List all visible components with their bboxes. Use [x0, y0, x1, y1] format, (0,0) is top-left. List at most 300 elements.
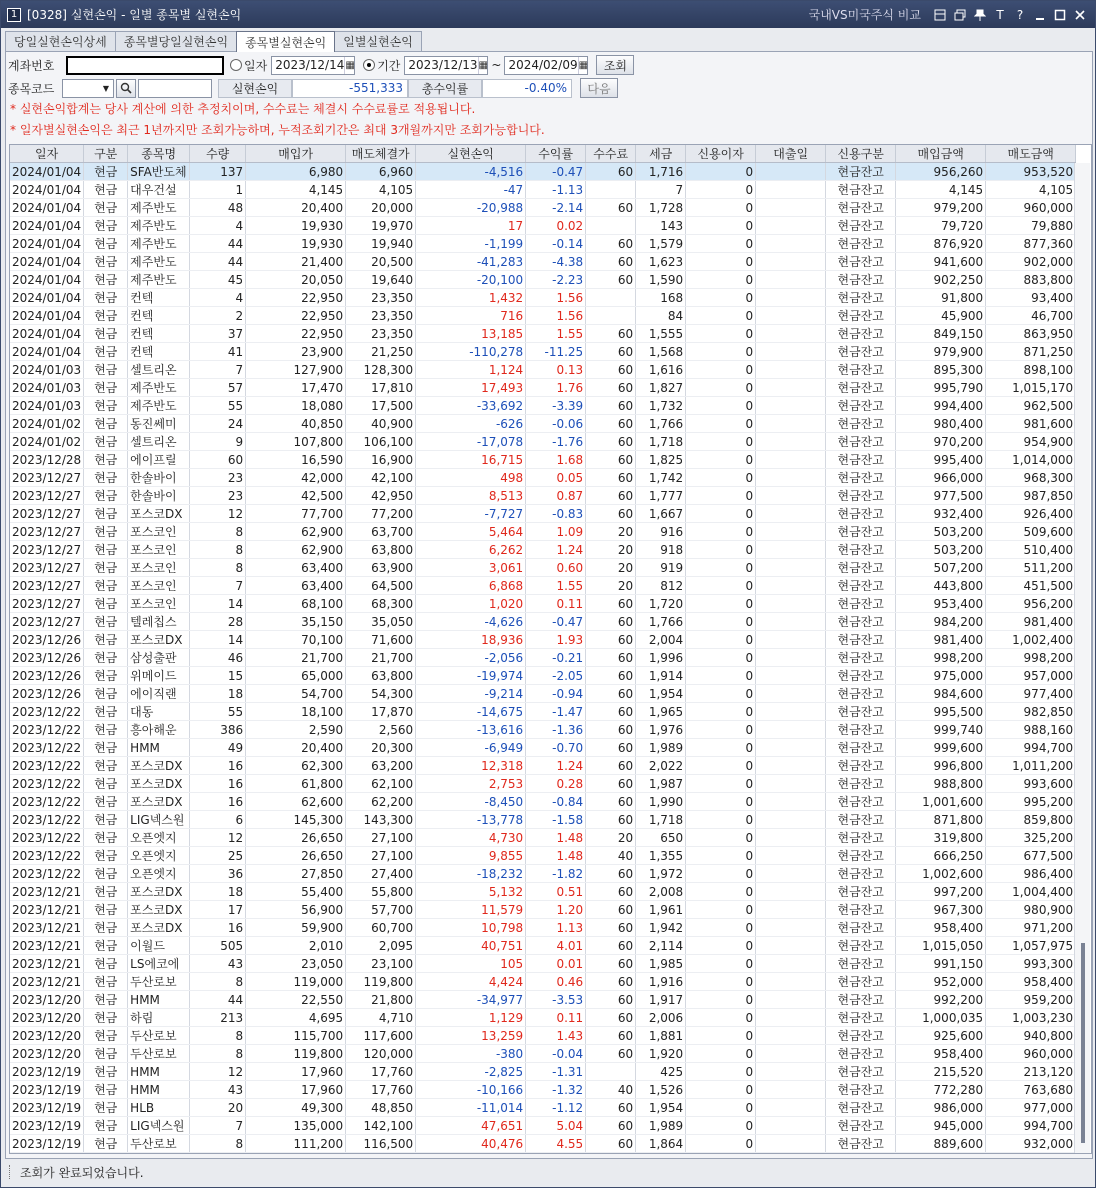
table-cell: 18,936	[416, 631, 526, 649]
table-cell: 현금	[84, 721, 128, 739]
table-cell: 7	[636, 181, 686, 199]
table-row[interactable]	[10, 595, 1076, 613]
table-cell: 984,200	[896, 613, 986, 631]
table-cell: 916	[636, 523, 686, 541]
table-cell: 현금잔고	[826, 361, 896, 379]
table-row[interactable]	[10, 235, 1076, 253]
table-cell: 42,500	[246, 487, 346, 505]
table-row[interactable]	[10, 163, 1076, 181]
compare-link[interactable]: 국내VS미국주식 비교	[808, 8, 921, 22]
table-row[interactable]	[10, 775, 1076, 793]
table-cell: 60,700	[346, 919, 416, 937]
column-header[interactable]: 세금	[636, 145, 686, 163]
table-cell: 2023/12/21	[10, 883, 84, 901]
column-header[interactable]: 실현손익	[416, 145, 526, 163]
table-cell: 현금	[84, 379, 128, 397]
table-cell: 68,100	[246, 595, 346, 613]
table-cell	[756, 685, 826, 703]
table-row[interactable]	[10, 217, 1076, 235]
table-cell: 20,400	[246, 739, 346, 757]
table-cell	[756, 541, 826, 559]
table-row[interactable]	[10, 577, 1076, 595]
table-cell: 60	[586, 1009, 636, 1027]
column-header[interactable]: 종목명	[128, 145, 190, 163]
table-cell: 20	[586, 829, 636, 847]
table-row[interactable]	[10, 415, 1076, 433]
table-cell: 60	[586, 505, 636, 523]
table-cell: 2023/12/22	[10, 739, 84, 757]
tab-stock-realized[interactable]: 종목별실현손익	[236, 31, 335, 52]
table-row[interactable]	[10, 523, 1076, 541]
table-cell: 0	[686, 361, 756, 379]
table-cell: 4,145	[896, 181, 986, 199]
table-cell: 37	[190, 325, 246, 343]
table-cell: 48,850	[346, 1099, 416, 1117]
table-cell: -10,166	[416, 1081, 526, 1099]
table-row[interactable]	[10, 811, 1076, 829]
table-row[interactable]	[10, 541, 1076, 559]
code-label: 종목코드	[8, 81, 55, 96]
column-header[interactable]: 매도체결가	[346, 145, 416, 163]
table-cell: 2023/12/22	[10, 721, 84, 739]
table-row[interactable]	[10, 343, 1076, 361]
table-cell: 삼성출판	[128, 649, 190, 667]
table-cell: 0	[686, 487, 756, 505]
table-cell: 0	[686, 469, 756, 487]
table-cell: 60	[586, 613, 636, 631]
table-cell	[756, 199, 826, 217]
table-cell: 2023/12/19	[10, 1099, 84, 1117]
table-cell: 443,800	[896, 577, 986, 595]
table-cell: 포스코인	[128, 595, 190, 613]
table-cell: 0.60	[526, 559, 586, 577]
column-header[interactable]: 수수료	[586, 145, 636, 163]
table-cell: 1,720	[636, 595, 686, 613]
scroll-thumb[interactable]	[1081, 943, 1085, 1143]
table-row[interactable]	[10, 1027, 1076, 1045]
table-cell	[756, 217, 826, 235]
table-cell: -18,232	[416, 865, 526, 883]
table-cell: -11,014	[416, 1099, 526, 1117]
table-cell: 1,432	[416, 289, 526, 307]
table-row[interactable]	[10, 1099, 1076, 1117]
notice-line-1: * 실현손익합계는 당사 계산에 의한 추정치이며, 수수료는 체결시 수수료률로 적용됩니다.	[10, 102, 476, 116]
table-cell: -1.12	[526, 1099, 586, 1117]
table-cell	[756, 595, 826, 613]
table-row[interactable]	[10, 487, 1076, 505]
table-row[interactable]	[10, 505, 1076, 523]
table-cell: 57	[190, 379, 246, 397]
table-row[interactable]	[10, 1063, 1076, 1081]
table-row[interactable]	[10, 451, 1076, 469]
table-cell: 1.55	[526, 577, 586, 595]
period-to-field[interactable]	[504, 56, 588, 75]
table-cell: 65,000	[246, 667, 346, 685]
search-icon[interactable]	[116, 79, 136, 98]
results-grid[interactable]	[9, 144, 1092, 1154]
table-cell: 988,160	[986, 721, 1076, 739]
table-cell: -4.38	[526, 253, 586, 271]
tab-daily-detail[interactable]: 당일실현손익상세	[5, 31, 116, 51]
table-cell: 60	[586, 721, 636, 739]
table-cell: -1.47	[526, 703, 586, 721]
table-cell: 63,900	[346, 559, 416, 577]
table-cell	[756, 469, 826, 487]
table-cell: 0	[686, 343, 756, 361]
table-cell: 현금잔고	[826, 163, 896, 181]
table-cell: 2,590	[246, 721, 346, 739]
table-cell: 27,100	[346, 829, 416, 847]
table-cell: 두산로보	[128, 1135, 190, 1153]
column-header[interactable]: 신용이자	[686, 145, 756, 163]
table-row[interactable]	[10, 739, 1076, 757]
table-cell: 143,300	[346, 811, 416, 829]
stock-code-field[interactable]	[62, 79, 114, 98]
table-cell: -2,056	[416, 649, 526, 667]
account-number-field[interactable]	[66, 56, 224, 75]
table-cell: 1,954	[636, 1099, 686, 1117]
table-cell: -8,450	[416, 793, 526, 811]
period-radio[interactable]	[363, 59, 375, 71]
table-row[interactable]	[10, 865, 1076, 883]
table-cell: 116,500	[346, 1135, 416, 1153]
table-cell: 2023/12/27	[10, 523, 84, 541]
table-cell: 2024/01/02	[10, 433, 84, 451]
table-cell: 960,000	[986, 1045, 1076, 1063]
table-cell: 0	[686, 757, 756, 775]
table-cell: 현금	[84, 991, 128, 1009]
table-cell: 849,150	[896, 325, 986, 343]
table-row[interactable]	[10, 181, 1076, 199]
table-cell: 2024/01/04	[10, 307, 84, 325]
table-cell: 994,400	[896, 397, 986, 415]
table-cell: 988,800	[896, 775, 986, 793]
close-icon[interactable]	[1073, 8, 1087, 22]
table-cell: 현금잔고	[826, 847, 896, 865]
table-cell: 현금	[84, 757, 128, 775]
table-cell: 현금	[84, 415, 128, 433]
table-cell: 한솔바이	[128, 469, 190, 487]
table-row[interactable]	[10, 613, 1076, 631]
table-cell: 55,800	[346, 883, 416, 901]
minimize-icon[interactable]	[1033, 8, 1047, 22]
table-cell: 2024/01/03	[10, 361, 84, 379]
table-cell	[586, 289, 636, 307]
table-cell: 0	[686, 775, 756, 793]
column-header[interactable]: 매입금액	[896, 145, 986, 163]
table-row[interactable]	[10, 631, 1076, 649]
table-cell: 2023/12/27	[10, 505, 84, 523]
table-cell: 0	[686, 1009, 756, 1027]
table-cell: 21,250	[346, 343, 416, 361]
table-row[interactable]	[10, 1081, 1076, 1099]
table-row[interactable]	[10, 955, 1076, 973]
table-cell: 22,950	[246, 325, 346, 343]
table-row[interactable]	[10, 919, 1076, 937]
table-cell: 60	[586, 199, 636, 217]
table-cell: 40	[586, 1081, 636, 1099]
date-value: 2023/12/14	[275, 58, 345, 72]
table-row[interactable]	[10, 829, 1076, 847]
table-cell	[756, 1099, 826, 1117]
table-row[interactable]	[10, 271, 1076, 289]
table-row[interactable]	[10, 937, 1076, 955]
search-button[interactable]: 조회	[596, 55, 634, 75]
column-header[interactable]: 구분	[84, 145, 128, 163]
table-row[interactable]	[10, 1009, 1076, 1027]
table-cell: 60	[586, 775, 636, 793]
layout-icon[interactable]	[933, 8, 947, 22]
table-cell: 957,000	[986, 667, 1076, 685]
table-cell: 현금잔고	[826, 685, 896, 703]
table-cell: 1,732	[636, 397, 686, 415]
table-cell: 44	[190, 253, 246, 271]
table-row[interactable]	[10, 973, 1076, 991]
table-cell: 27,850	[246, 865, 346, 883]
table-row[interactable]	[10, 325, 1076, 343]
table-cell: 997,200	[896, 883, 986, 901]
table-cell: 986,400	[986, 865, 1076, 883]
table-cell: 17,493	[416, 379, 526, 397]
table-cell: 1,057,975	[986, 937, 1076, 955]
table-cell: 0	[686, 793, 756, 811]
table-cell: 0	[686, 739, 756, 757]
table-row[interactable]	[10, 379, 1076, 397]
table-cell: 1,667	[636, 505, 686, 523]
table-cell: 981,400	[896, 631, 986, 649]
table-cell: 5.04	[526, 1117, 586, 1135]
table-cell: SFA반도체	[128, 163, 190, 181]
table-cell: 981,400	[986, 613, 1076, 631]
column-header[interactable]: 수익률	[526, 145, 586, 163]
table-cell: 40,850	[246, 415, 346, 433]
table-cell: 16	[190, 919, 246, 937]
table-cell: 991,150	[896, 955, 986, 973]
table-cell: 17	[190, 901, 246, 919]
table-cell: -2.23	[526, 271, 586, 289]
window-title: 실현손익 - 일별 종목별 실현손익	[70, 8, 242, 22]
table-cell: 1,002,400	[986, 631, 1076, 649]
table-cell: 에이프릴	[128, 451, 190, 469]
table-cell: 16	[190, 793, 246, 811]
table-row[interactable]	[10, 1135, 1076, 1153]
table-cell: 현금잔고	[826, 991, 896, 1009]
table-cell: 953,520	[986, 163, 1076, 181]
table-cell: 60	[586, 1045, 636, 1063]
calendar-icon[interactable]: ▦	[478, 57, 488, 74]
table-cell: 55,400	[246, 883, 346, 901]
table-cell: 2,006	[636, 1009, 686, 1027]
table-cell: 509,600	[986, 523, 1076, 541]
table-cell: 0	[686, 703, 756, 721]
table-cell: 제주반도	[128, 217, 190, 235]
table-cell: 77,200	[346, 505, 416, 523]
table-cell: 60	[586, 937, 636, 955]
table-cell: 0	[686, 577, 756, 595]
table-cell: 451,500	[986, 577, 1076, 595]
table-cell: 960,000	[986, 199, 1076, 217]
pin-icon[interactable]	[973, 8, 987, 22]
calendar-icon[interactable]: ▦	[344, 57, 354, 74]
table-cell: 998,200	[986, 649, 1076, 667]
column-header[interactable]: 매도금액	[986, 145, 1076, 163]
restore-copy-icon[interactable]	[953, 8, 967, 22]
table-cell: 60	[586, 1117, 636, 1135]
table-cell: 4,730	[416, 829, 526, 847]
table-row[interactable]	[10, 991, 1076, 1009]
table-cell: 55	[190, 703, 246, 721]
table-cell: 현금잔고	[826, 793, 896, 811]
table-cell: -0.14	[526, 235, 586, 253]
table-row[interactable]	[10, 649, 1076, 667]
tab-stock-daily[interactable]: 종목별당일실현손익	[115, 31, 237, 51]
table-cell: 두산로보	[128, 973, 190, 991]
table-cell	[756, 289, 826, 307]
table-cell: 현금잔고	[826, 613, 896, 631]
table-cell: 60	[586, 739, 636, 757]
table-row[interactable]	[10, 559, 1076, 577]
table-cell: 93,400	[986, 289, 1076, 307]
table-row[interactable]	[10, 199, 1076, 217]
table-cell: 15	[190, 667, 246, 685]
table-row[interactable]	[10, 901, 1076, 919]
table-cell: 현금	[84, 1063, 128, 1081]
next-button[interactable]: 다음	[580, 78, 618, 98]
table-cell: 현금	[84, 1027, 128, 1045]
table-cell: 2023/12/22	[10, 811, 84, 829]
column-header[interactable]: 신용구분	[826, 145, 896, 163]
table-cell: 77,700	[246, 505, 346, 523]
table-row[interactable]	[10, 667, 1076, 685]
table-cell: 60	[586, 1027, 636, 1045]
table-cell	[756, 775, 826, 793]
table-row[interactable]	[10, 703, 1076, 721]
table-row[interactable]	[10, 361, 1076, 379]
period-to-value: 2024/02/09	[508, 58, 578, 72]
table-cell: 현금잔고	[826, 901, 896, 919]
table-cell: 60	[586, 1099, 636, 1117]
table-cell: 16,715	[416, 451, 526, 469]
table-cell	[756, 505, 826, 523]
table-cell: 215,520	[896, 1063, 986, 1081]
table-row[interactable]	[10, 793, 1076, 811]
table-cell: 0	[686, 253, 756, 271]
table-cell	[756, 937, 826, 955]
table-cell: 오픈엣지	[128, 865, 190, 883]
table-cell: -9,214	[416, 685, 526, 703]
table-cell: 28	[190, 613, 246, 631]
table-cell: 1,961	[636, 901, 686, 919]
help-icon[interactable]: ?	[1016, 7, 1024, 22]
table-row[interactable]	[10, 1117, 1076, 1135]
table-cell: 4.01	[526, 937, 586, 955]
table-row[interactable]	[10, 469, 1076, 487]
table-cell: 1,825	[636, 451, 686, 469]
title-bar[interactable]	[1, 1, 1095, 28]
table-cell: 22,950	[246, 307, 346, 325]
calendar-icon[interactable]: ▦	[578, 57, 588, 74]
table-cell: 958,400	[896, 919, 986, 937]
table-cell: 91,800	[896, 289, 986, 307]
table-cell: 959,200	[986, 991, 1076, 1009]
table-cell: 27,400	[346, 865, 416, 883]
vertical-scrollbar[interactable]	[1074, 163, 1090, 1153]
table-row[interactable]	[10, 253, 1076, 271]
table-row[interactable]	[10, 307, 1076, 325]
table-cell	[756, 721, 826, 739]
font-size-icon[interactable]: T	[996, 7, 1004, 22]
table-cell: 941,600	[896, 253, 986, 271]
date-field[interactable]	[271, 56, 355, 75]
table-cell: 0	[686, 1045, 756, 1063]
tab-daily-realized[interactable]: 일별실현손익	[334, 31, 422, 51]
table-cell: 현금잔고	[826, 559, 896, 577]
table-cell	[756, 559, 826, 577]
table-row[interactable]	[10, 721, 1076, 739]
table-cell: 제주반도	[128, 379, 190, 397]
chevron-down-icon[interactable]: ▼	[102, 83, 110, 93]
table-cell: 0	[686, 937, 756, 955]
table-row[interactable]	[10, 1045, 1076, 1063]
table-cell: 895,300	[896, 361, 986, 379]
table-row[interactable]	[10, 757, 1076, 775]
table-row[interactable]	[10, 289, 1076, 307]
column-header[interactable]: 매입가	[246, 145, 346, 163]
table-cell: 13,259	[416, 1027, 526, 1045]
table-cell: 43	[190, 1081, 246, 1099]
table-cell: 1,020	[416, 595, 526, 613]
table-cell: 60	[586, 397, 636, 415]
table-cell: 0.51	[526, 883, 586, 901]
table-cell: 현금	[84, 577, 128, 595]
table-cell	[756, 1009, 826, 1027]
table-cell: 2023/12/22	[10, 757, 84, 775]
column-header[interactable]: 대출일	[756, 145, 826, 163]
table-row[interactable]	[10, 685, 1076, 703]
table-cell: 2,095	[346, 937, 416, 955]
table-row[interactable]	[10, 433, 1076, 451]
table-row[interactable]	[10, 847, 1076, 865]
table-row[interactable]	[10, 883, 1076, 901]
table-row[interactable]	[10, 397, 1076, 415]
column-header[interactable]: 수량	[190, 145, 246, 163]
table-cell: 0	[686, 181, 756, 199]
period-from-field[interactable]	[404, 56, 488, 75]
date-radio[interactable]	[230, 59, 242, 71]
table-cell: 4,710	[346, 1009, 416, 1027]
table-cell: 2023/12/27	[10, 487, 84, 505]
table-cell: 19,930	[246, 235, 346, 253]
table-cell: 60	[586, 451, 636, 469]
table-cell: 20,050	[246, 271, 346, 289]
table-cell: 716	[416, 307, 526, 325]
table-cell	[756, 1135, 826, 1153]
rate-label: 총수익률	[408, 79, 482, 98]
maximize-icon[interactable]	[1053, 8, 1067, 22]
column-header[interactable]: 일자	[10, 145, 84, 163]
table-cell	[756, 703, 826, 721]
table-cell: 현금	[84, 739, 128, 757]
table-cell: 현금	[84, 307, 128, 325]
table-cell: 43	[190, 955, 246, 973]
table-cell: 84	[636, 307, 686, 325]
table-cell: 20	[190, 1099, 246, 1117]
table-cell: 60	[190, 451, 246, 469]
table-cell: 현금	[84, 973, 128, 991]
table-cell: 926,400	[986, 505, 1076, 523]
table-cell	[756, 613, 826, 631]
table-cell: 993,300	[986, 955, 1076, 973]
